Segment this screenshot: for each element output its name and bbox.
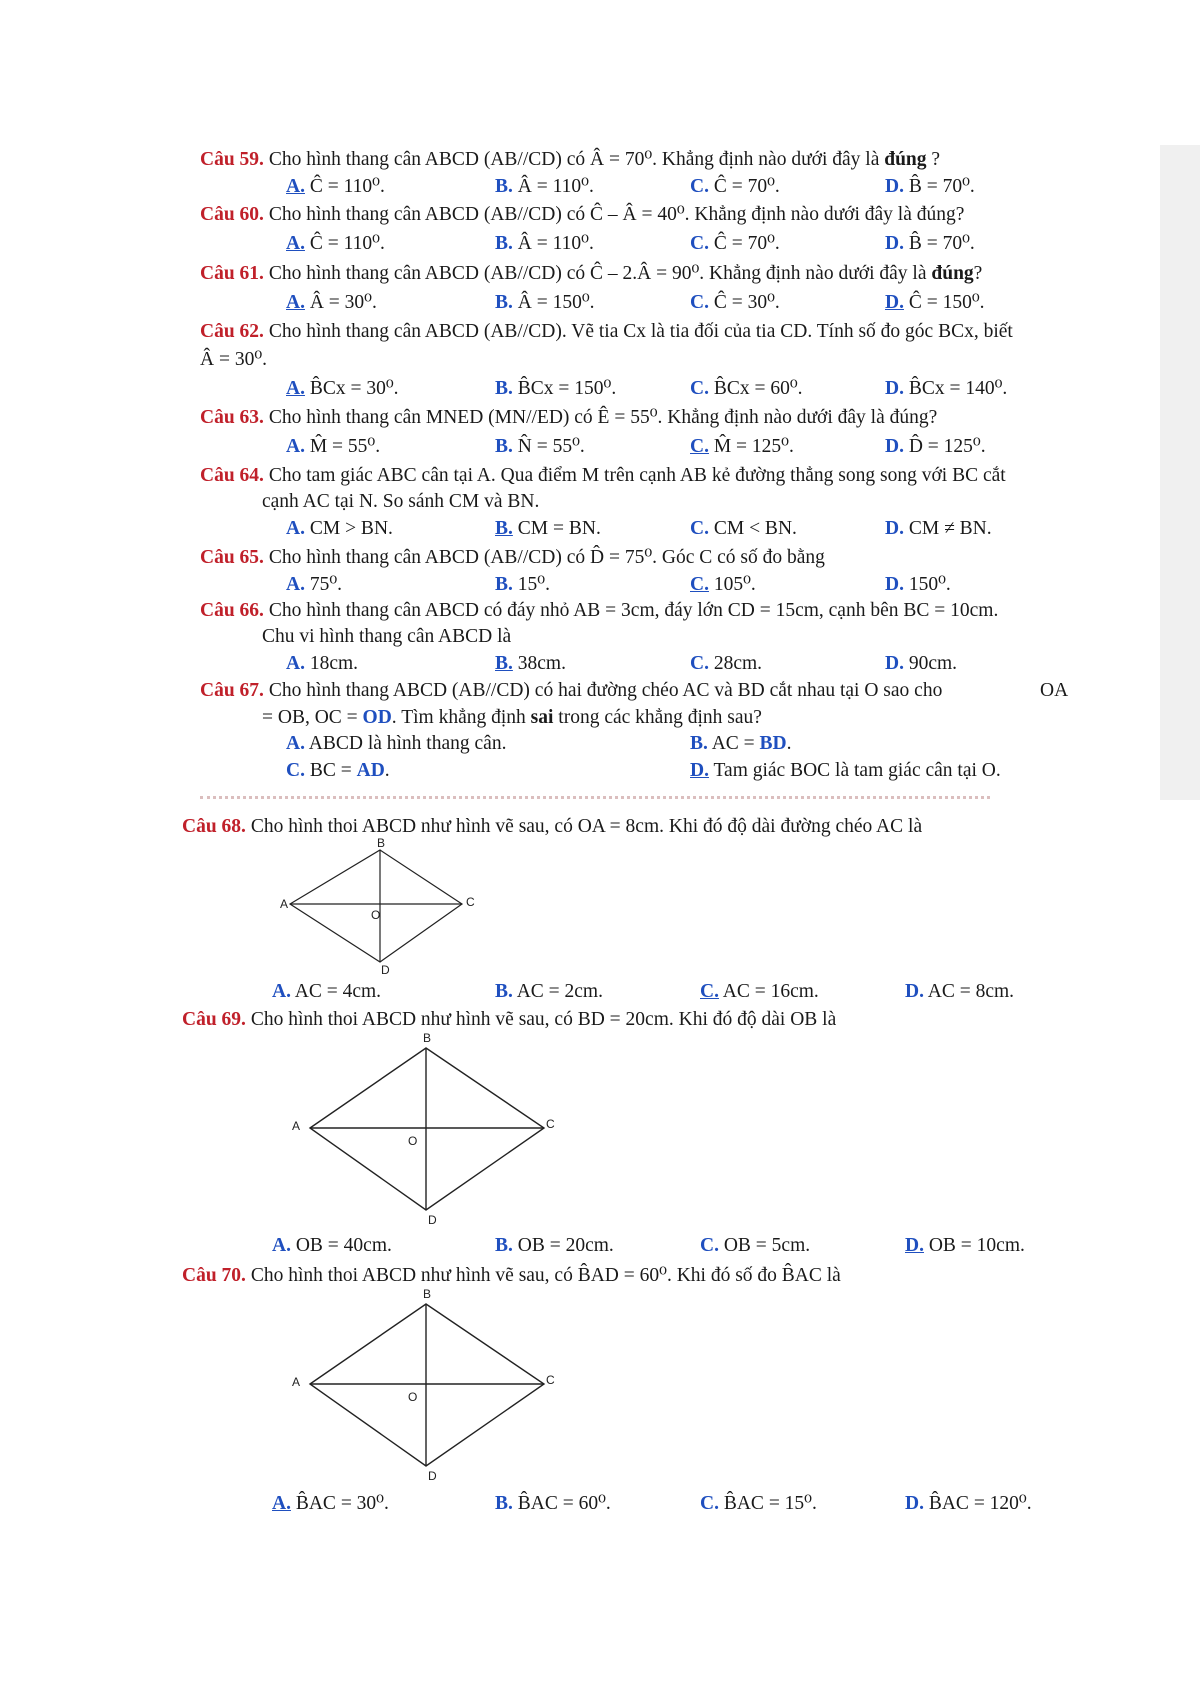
rhombus-figure-70 (288, 1286, 558, 1501)
option[interactable]: B. CM = BN. (495, 518, 601, 539)
question-63: Câu 63. Cho hình thang cân MNED (MN//ED) có Ê = 55⁰. Khẳng định nào dưới đây là đúng? (200, 407, 938, 428)
option[interactable]: B. N̂ = 55⁰. (495, 436, 585, 457)
question-65: Câu 65. Cho hình thang cân ABCD (AB//CD) có D̂ = 75⁰. Góc C có số đo bằng (200, 547, 825, 568)
question-62: Câu 62. Cho hình thang cân ABCD (AB//CD). Vẽ tia Cx là tia đối của tia CD. Tính số đo góc BCx, biết (200, 321, 1013, 342)
vertex-label-c: C (546, 1373, 555, 1387)
question-67-tail: OA (1040, 680, 1069, 701)
option[interactable]: D. D̂ = 125⁰. (885, 436, 986, 457)
option[interactable]: D. B̂AC = 120⁰. (905, 1493, 1032, 1514)
question-68: Câu 68. Cho hình thoi ABCD như hình vẽ sau, có OA = 8cm. Khi đó độ dài đường chéo AC là (182, 816, 923, 837)
option[interactable]: D. 150⁰. (885, 574, 951, 595)
option[interactable]: D. Tam giác BOC là tam giác cân tại O. (690, 760, 1001, 781)
option[interactable]: B. AC = BD. (690, 733, 792, 754)
option[interactable]: A. CM > BN. (286, 518, 393, 539)
option[interactable]: B. AC = 2cm. (495, 981, 603, 1002)
option[interactable]: A. B̂Cx = 30⁰. (286, 378, 399, 399)
vertex-label-d: D (381, 963, 390, 977)
vertex-label-c: C (466, 895, 475, 909)
question-61: Câu 61. Cho hình thang cân ABCD (AB//CD) có Ĉ – 2.Â = 90⁰. Khẳng định nào dưới đây là đúng? (200, 263, 983, 284)
rhombus-figure-68 (280, 838, 480, 983)
option[interactable]: C. M̂ = 125⁰. (690, 436, 794, 457)
question-70: Câu 70. Cho hình thoi ABCD như hình vẽ sau, có B̂AD = 60⁰. Khi đó số đo B̂AC là (182, 1265, 841, 1286)
option[interactable]: C. Ĉ = 70⁰. (690, 176, 780, 197)
vertex-label-d: D (428, 1213, 437, 1227)
option[interactable]: C. Ĉ = 30⁰. (690, 292, 780, 313)
option[interactable]: D. Ĉ = 150⁰. (885, 292, 985, 313)
question-67: Câu 67. Cho hình thang ABCD (AB//CD) có hai đường chéo AC và BD cắt nhau tại O sao cho (200, 680, 943, 701)
option[interactable]: D. B̂ = 70⁰. (885, 233, 975, 254)
vertex-label-d: D (428, 1469, 437, 1483)
option[interactable]: A. 75⁰. (286, 574, 343, 595)
center-label-o: O (408, 1390, 418, 1404)
vertex-label-b: B (377, 838, 386, 850)
center-label-o: O (371, 908, 381, 922)
option[interactable]: C. 105⁰. (690, 574, 756, 595)
question-66-line2: Chu vi hình thang cân ABCD là (262, 626, 512, 647)
option[interactable]: C. AC = 16cm. (700, 981, 819, 1002)
vertex-label-a: A (292, 1119, 301, 1133)
option[interactable]: A. Ĉ = 110⁰. (286, 176, 385, 197)
option[interactable]: C. OB = 5cm. (700, 1235, 811, 1256)
option[interactable]: B. Â = 150⁰. (495, 292, 595, 313)
option[interactable]: D. CM ≠ BN. (885, 518, 992, 539)
question-64-line2: cạnh AC tại N. So sánh CM và BN. (262, 491, 540, 512)
page-cut-line (200, 796, 990, 804)
option[interactable]: A. ABCD là hình thang cân. (286, 733, 507, 754)
option[interactable]: A. Â = 30⁰. (286, 292, 377, 313)
option[interactable]: B. Â = 110⁰. (495, 176, 594, 197)
vertex-label-b: B (423, 1287, 432, 1301)
option[interactable]: D. B̂Cx = 140⁰. (885, 378, 1008, 399)
option[interactable]: C. 28cm. (690, 653, 763, 674)
question-60: Câu 60. Cho hình thang cân ABCD (AB//CD) có Ĉ – Â = 40⁰. Khẳng định nào dưới đây là đúng? (200, 204, 965, 225)
option[interactable]: D. 90cm. (885, 653, 958, 674)
rhombus-figure-69 (288, 1030, 558, 1245)
question-66: Câu 66. Cho hình thang cân ABCD có đáy nhỏ AB = 3cm, đáy lớn CD = 15cm, cạnh bên BC = 10cm. (200, 600, 999, 621)
vertex-label-b: B (423, 1031, 432, 1045)
option[interactable]: B. 38cm. (495, 653, 566, 674)
option[interactable]: D. B̂ = 70⁰. (885, 176, 975, 197)
option[interactable]: A. AC = 4cm. (272, 981, 382, 1002)
option[interactable]: C. CM < BN. (690, 518, 797, 539)
question-67-line2: = OB, OC = OD. Tìm khẳng định sai trong các khẳng định sau? (262, 707, 762, 728)
question-64: Câu 64. Cho tam giác ABC cân tại A. Qua điểm M trên cạnh AB kẻ đường thẳng song song với BC cắt (200, 465, 1006, 486)
option[interactable]: A. M̂ = 55⁰. (286, 436, 381, 457)
question-69: Câu 69. Cho hình thoi ABCD như hình vẽ sau, có BD = 20cm. Khi đó độ dài OB là (182, 1009, 837, 1030)
option[interactable]: A. 18cm. (286, 653, 359, 674)
vertex-label-c: C (546, 1117, 555, 1131)
center-label-o: O (408, 1134, 418, 1148)
option[interactable]: C. B̂AC = 15⁰. (700, 1493, 817, 1514)
option[interactable]: B. B̂Cx = 150⁰. (495, 378, 617, 399)
option[interactable]: D. OB = 10cm. (905, 1235, 1025, 1256)
right-sidebar (1160, 145, 1200, 800)
option[interactable]: C. BC = AD. (286, 760, 390, 781)
vertex-label-a: A (292, 1375, 301, 1389)
option[interactable]: A. B̂AC = 30⁰. (272, 1493, 389, 1514)
option[interactable]: A. Ĉ = 110⁰. (286, 233, 385, 254)
option[interactable]: C. B̂Cx = 60⁰. (690, 378, 803, 399)
option[interactable]: B. B̂AC = 60⁰. (495, 1493, 611, 1514)
option[interactable]: B. 15⁰. (495, 574, 550, 595)
option[interactable]: C. Ĉ = 70⁰. (690, 233, 780, 254)
option[interactable]: B. Â = 110⁰. (495, 233, 594, 254)
option[interactable]: D. AC = 8cm. (905, 981, 1015, 1002)
question-62-line2: Â = 30⁰. (200, 349, 268, 370)
vertex-label-a: A (280, 897, 289, 911)
option[interactable]: B. OB = 20cm. (495, 1235, 614, 1256)
option[interactable]: A. OB = 40cm. (272, 1235, 392, 1256)
question-59: Câu 59. Cho hình thang cân ABCD (AB//CD) có Â = 70⁰. Khẳng định nào dưới đây là đúng ? (200, 149, 941, 170)
